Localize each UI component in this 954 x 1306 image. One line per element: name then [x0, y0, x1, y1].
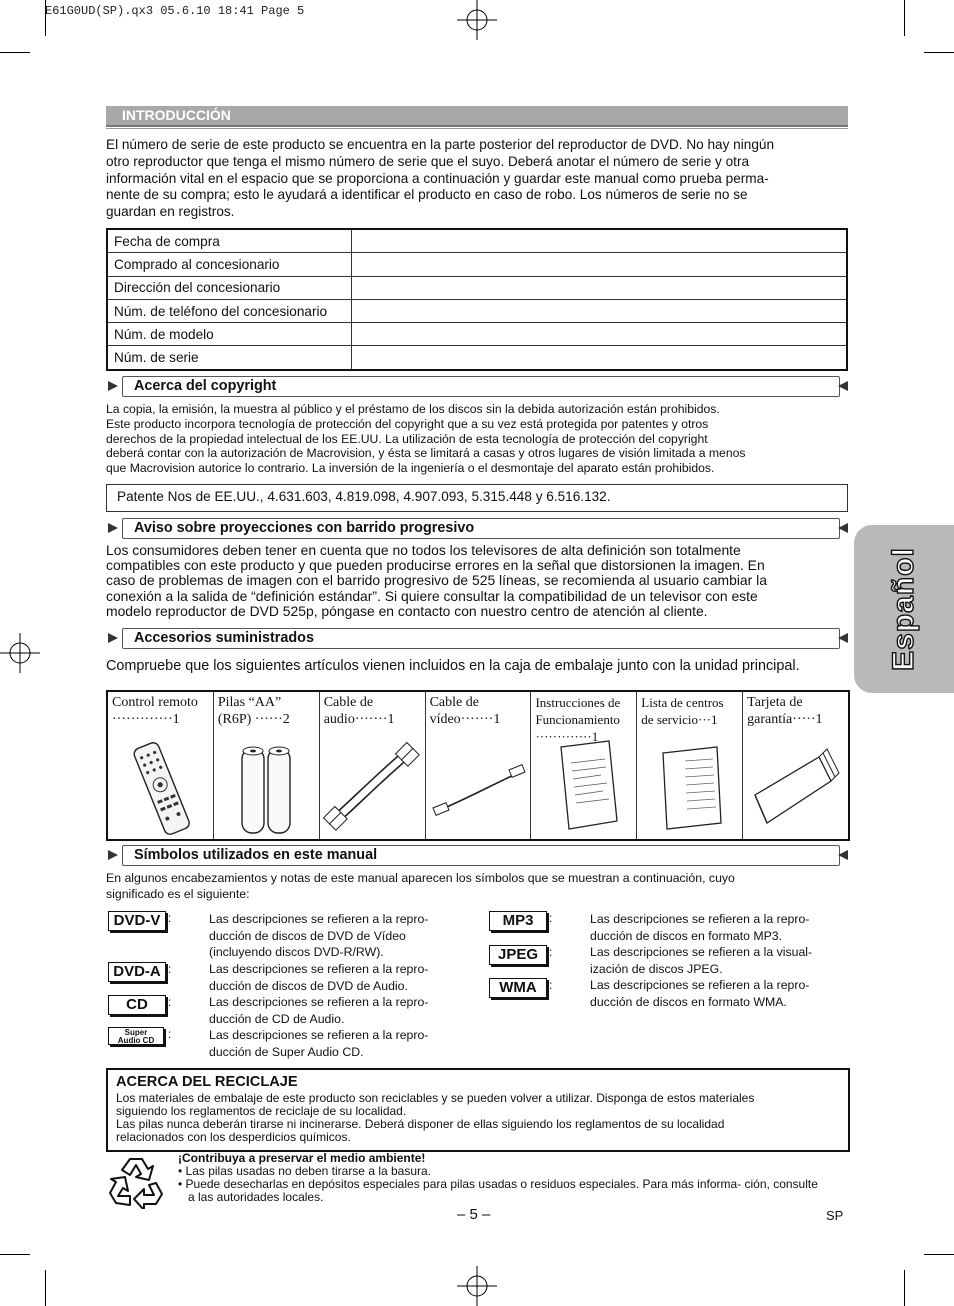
recycle-icon — [108, 1153, 164, 1209]
video-cable-icon — [426, 737, 530, 837]
accessory-item — [637, 692, 743, 839]
accessories-table — [106, 690, 850, 841]
table-cell-label: Fecha de compra — [107, 229, 352, 253]
symbol-description: Las descripciones se refieren a la repro- ducción de discos de DVD de Audio. — [209, 962, 429, 993]
symbol-description: Las descripciones se refieren a la repro- ducción de discos en formato MP3. — [590, 912, 810, 943]
text-line: Los consumidores deben tener en cuenta que no todos los televisores de alta definición son totalmente — [106, 542, 741, 558]
battery-icon — [214, 737, 318, 837]
accessory-name: Pilas “AA” (R6P) ······2 — [217, 695, 290, 727]
accessory-name: Instrucciones de Funcionamiento ·············1 — [535, 695, 621, 744]
language-code: SP — [826, 1208, 844, 1223]
dvd-video-badge: DVD-V — [108, 911, 166, 931]
language-side-tab — [854, 525, 954, 693]
intro-heading: INTRODUCCIÓN — [122, 107, 231, 123]
accessory-item — [743, 692, 848, 839]
text-line: Este producto incorpora tecnología de protección del copyright que a su vez está protegida por patentes y otros — [106, 416, 709, 431]
text-line: Los materiales de embalaje de este producto son reciclables y se pueden volver a utilizar. Disponga de estos materiales — [116, 1091, 755, 1105]
crop-mark — [904, 1270, 905, 1306]
accessory-item — [426, 692, 532, 839]
table-cell-label: Comprado al concesionario — [107, 253, 352, 276]
accessory-name: Lista de centros de servicio···1 — [641, 695, 724, 727]
table-cell-label: Núm. de modelo — [107, 323, 352, 346]
table-row — [107, 299, 847, 322]
environment-heading: ¡Contribuya a preservar el medio ambiente! — [178, 1151, 426, 1165]
list-item: • Las pilas usadas no deben tirarse a la basura. — [178, 1164, 432, 1178]
table-cell-label: Núm. de teléfono del concesionario — [107, 299, 352, 322]
crop-mark — [0, 1254, 30, 1255]
side-tab-label: Español — [887, 547, 920, 671]
accessory-item — [108, 692, 214, 839]
crop-mark — [924, 1254, 954, 1255]
table-row — [107, 346, 847, 370]
copyright-paragraph — [106, 402, 854, 476]
divider — [106, 128, 848, 129]
file-header: E61G0UD(SP).qx3 05.6.10 18:41 Page 5 — [45, 4, 305, 18]
symbol-description: Las descripciones se refieren a la repro- ducción de discos en formato WMA. — [590, 978, 810, 1009]
mp3-badge: MP3 — [489, 911, 547, 931]
table-cell-value — [352, 253, 848, 276]
environment-notes — [178, 1152, 818, 1204]
text-line: En algunos encabezamientos y notas de este manual aparecen los símbolos que se muestran a continuación, cuyo — [106, 871, 735, 885]
section-title: Acerca del copyright — [134, 378, 277, 394]
text-line: conexión a la salida de “definición estándar”. Si quiere consultar la compatibilidad de un televisor con este — [106, 587, 758, 604]
text-line: Las pilas nunca deberán tirarse ni incinerarse. Deberá disponer de ellas siguiendo los reglamentos de su localidad — [116, 1117, 725, 1131]
manual-icon — [531, 737, 635, 837]
accessory-name: Cable de audio·······1 — [323, 695, 395, 727]
service-list-icon — [637, 737, 741, 837]
symbol-description: Las descripciones se refieren a la visual- ización de discos JPEG. — [590, 945, 813, 976]
crop-mark — [924, 52, 954, 53]
super-audio-cd-badge: Super Audio CD — [108, 1027, 164, 1045]
symbols-intro — [106, 870, 846, 902]
text-line: información vital en el espacio que se proporciona a continuación y guardar este manual como prueba perma- — [106, 170, 769, 186]
table-cell-value — [352, 276, 848, 299]
accessory-name: Tarjeta de garantía·····1 — [747, 695, 823, 727]
table-cell-label: Núm. de serie — [107, 346, 352, 370]
text-line: caso de problemas de imagen con el barrido progresivo de 525 líneas, se recomienda al usuario cambiar la — [106, 572, 767, 589]
text-line: modelo reproductor de DVD 525p, póngase en contacto con nuestro centro de atención al cliente. — [106, 602, 708, 619]
jpeg-badge: JPEG — [489, 945, 547, 965]
table-row — [107, 323, 847, 346]
accessory-item — [531, 692, 637, 839]
text-line: compatibles con este producto y que pueden producirse errores en la señal que distorsionen la imagen. En — [106, 557, 765, 574]
section-heading-progressive — [106, 518, 848, 539]
crop-mark — [0, 52, 30, 53]
accessory-name: Cable de vídeo·······1 — [429, 695, 501, 727]
symbol-description: Las descripciones se refieren a la repro- ducción de discos de DVD de Vídeo (incluyendo discos DVD-R/RW). — [209, 912, 429, 960]
text-line: deberá contar con la autorización de Macrovision, y ésta se limitará a casas y otros lugares de visión limitada a menos — [106, 446, 746, 461]
symbol-description: Las descripciones se refieren a la repro- ducción de CD de Audio. — [209, 995, 429, 1026]
text-line: relacionados con los desperdicios químicos. — [116, 1130, 351, 1144]
patent-text: Patente Nos de EE.UU., 4.631.603, 4.819.098, 4.907.093, 5.315.448 y 6.516.132. — [117, 489, 611, 504]
recycling-paragraph — [116, 1092, 836, 1144]
registration-mark-icon — [457, 0, 497, 40]
table-cell-value — [352, 229, 848, 253]
purchase-record-table — [106, 228, 848, 371]
progressive-paragraph — [106, 543, 854, 619]
accessory-item — [320, 692, 426, 839]
table-cell-label: Dirección del concesionario — [107, 276, 352, 299]
section-heading-copyright — [106, 376, 848, 397]
dvd-audio-badge: DVD-A — [108, 962, 166, 982]
section-heading-accessories — [106, 628, 848, 649]
remote-control-icon — [108, 737, 212, 837]
registration-mark-icon — [0, 633, 40, 673]
text-line: nente de su compra; esto le ayudará a identificar el producto en caso de robo. Los números de serie no se — [106, 187, 748, 203]
text-line: siguiendo los reglamentos de reciclaje de su localidad. — [116, 1104, 407, 1118]
page-number: – 5 – — [457, 1206, 491, 1223]
intro-heading-bar — [106, 106, 848, 127]
section-title: Accesorios suministrados — [134, 630, 314, 646]
recycling-title: ACERCA DEL RECICLAJE — [116, 1074, 298, 1090]
accessory-name: Control remoto ·············1 — [112, 695, 198, 727]
table-cell-value — [352, 299, 848, 322]
intro-paragraph — [106, 137, 848, 221]
text-line: derechos de la propiedad intelectual de los EE.UU. La utilización de esta tecnología de protección del copyright — [106, 431, 708, 446]
table-row — [107, 276, 847, 299]
section-heading-symbols — [106, 845, 848, 866]
table-cell-value — [352, 346, 848, 370]
crop-mark — [45, 1270, 46, 1306]
text-line: significado es el siguiente: — [106, 887, 250, 901]
section-title: Símbolos utilizados en este manual — [134, 847, 378, 863]
list-item: • Puede desecharlas en depósitos especiales para pilas usadas o residuos especiales. Para más informa- ción, consulte a las autoridades locales. — [178, 1177, 818, 1204]
accessories-intro: Compruebe que los siguientes artículos vienen incluidos en la caja de embalaje junto con la unidad principal. — [106, 658, 800, 674]
cd-badge: CD — [108, 995, 166, 1015]
wma-badge: WMA — [489, 978, 547, 998]
table-row — [107, 253, 847, 276]
text-line: que Macrovision autorice lo contrario. La inversión de la ingeniería o el desmontaje del aparato están prohibidos. — [106, 461, 715, 476]
text-line: El número de serie de este producto se encuentra en la parte posterior del reproductor de DVD. No hay ningún — [106, 137, 774, 152]
text-line: La copia, la emisión, la muestra al público y el préstamo de los discos sin la debida autorización están prohibidos. — [106, 402, 720, 416]
table-row — [107, 229, 847, 253]
text-line: guardan en registros. — [106, 204, 235, 220]
registration-mark-icon — [457, 1266, 497, 1306]
table-cell-value — [352, 323, 848, 346]
audio-cable-icon — [320, 737, 424, 837]
section-title: Aviso sobre proyecciones con barrido progresivo — [134, 520, 475, 536]
recycling-box — [106, 1068, 850, 1152]
warranty-card-icon — [743, 737, 847, 837]
symbol-description: Las descripciones se refieren a la repro- ducción de Super Audio CD. — [209, 1028, 429, 1059]
patent-box — [106, 484, 848, 512]
crop-mark — [904, 0, 905, 36]
text-line: otro reproductor que tenga el mismo número de serie que el suyo. Deberá anotar el número de serie y otra — [106, 153, 750, 169]
accessory-item — [214, 692, 320, 839]
